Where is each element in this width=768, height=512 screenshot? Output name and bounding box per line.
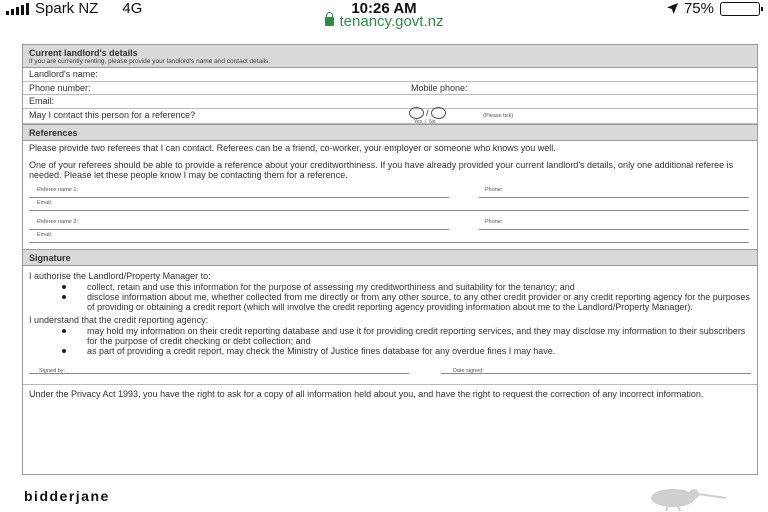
referee-1-name-row[interactable] — [29, 185, 751, 198]
yes-label: Yes — [414, 118, 423, 125]
referee-2-email-label: Email: — [37, 231, 53, 238]
reference-question: May I contact this person for a reference? — [29, 109, 196, 120]
tenancy-form — [22, 44, 758, 475]
no-label: No — [429, 118, 436, 125]
references-heading: References — [29, 127, 78, 138]
network-type: 4G — [122, 0, 143, 17]
url-text: tenancy.govt.nz — [339, 13, 444, 30]
understand-item: as part of providing a credit report, may check the Ministry of Justice fines database for any overdue fines I may have. — [29, 346, 751, 356]
privacy-notice: Under the Privacy Act 1993, you have the right to ask for a copy of all information held about you, and have the right to request the correction of any incorrect information. — [23, 384, 757, 403]
reference-permission-row — [23, 109, 757, 124]
signature-date-row[interactable] — [29, 360, 751, 378]
referee-1-label: Referee name 1: — [37, 186, 78, 193]
authorise-intro: I authorise the Landlord/Property Manager to: — [29, 270, 211, 281]
yes-no-labels: Yes / No — [414, 118, 436, 125]
authorise-list — [29, 282, 751, 312]
signature-body — [23, 266, 757, 384]
tick-note: (Please tick) — [483, 112, 514, 119]
references-para-1: Please provide two referees that I can contact. Referees can be a friend, co-worker, your employer or someone who knows you well. — [29, 142, 556, 153]
landlord-name-field[interactable] — [23, 68, 757, 82]
referee-1-email-row[interactable] — [29, 198, 751, 211]
phone-field[interactable] — [23, 82, 757, 96]
landlord-name-label: Landlord's name: — [29, 69, 98, 79]
authorise-item: disclose information about me, whether collected from me directly or from any other source, to any other credit provider or any credit reporting agency for the purposes of providing or obtaining a credit report (which will involve the credit reporting agency providing information about me to the Landlord/Property Manager). — [29, 292, 751, 312]
referee-2-email-row[interactable] — [29, 230, 751, 243]
understand-item: may hold my information on their credit reporting database and use it for providing credit reporting services, and they may disclose my information to their subscribers for the purpose of credit checking or debt collection; and — [29, 326, 751, 346]
yes-radio[interactable] — [409, 107, 424, 119]
signature-heading: Signature — [29, 252, 71, 263]
understand-list — [29, 326, 751, 356]
brand-name: bidderjane — [24, 488, 110, 504]
referee-2-name-row[interactable] — [29, 217, 751, 230]
signature-section-header — [23, 249, 757, 266]
referee-1-email-label: Email: — [37, 199, 53, 206]
landlord-heading: Current landlord's details — [29, 48, 138, 58]
phone-label: Phone number: — [29, 82, 91, 93]
referee-2-label: Referee name 2: — [37, 218, 78, 225]
understand-intro: I understand that the credit reporting agency: — [29, 314, 209, 325]
references-section-header — [23, 124, 757, 141]
kiwi-bird-icon — [628, 484, 728, 512]
references-para-2: One of your referees should be able to provide a reference about your creditworthiness. If you have already provided your current landlord's details, only one additional referee is needed. Please let these people know I may be contacting them for a reference. — [29, 159, 734, 180]
status-time: 10:26 AM — [351, 0, 417, 17]
carrier-name: Spark NZ — [35, 0, 99, 17]
yes-no-options: / — [409, 107, 446, 119]
referee-1-phone-label: Phone: — [485, 186, 503, 193]
email-label: Email: — [29, 96, 55, 106]
bottom-bar — [0, 484, 768, 512]
signed-by-label: Signed by: — [39, 367, 65, 374]
lock-icon — [325, 17, 334, 26]
url-bar[interactable] — [0, 13, 768, 30]
email-field[interactable] — [23, 95, 757, 109]
battery-percent: 75% — [683, 0, 714, 17]
no-radio[interactable] — [431, 107, 446, 119]
landlord-section-header — [23, 45, 757, 68]
referee-2-phone-label: Phone: — [485, 218, 503, 225]
date-signed-label: Date signed: — [453, 367, 484, 374]
authorise-item: collect, retain and use this information for the purpose of assessing my creditworthiness and suitability for the tenancy; and — [29, 282, 751, 292]
mobile-label: Mobile phone: — [411, 82, 468, 93]
landlord-subheading: If you are currently renting, please provide your landlord's name and contact details. — [29, 58, 271, 65]
